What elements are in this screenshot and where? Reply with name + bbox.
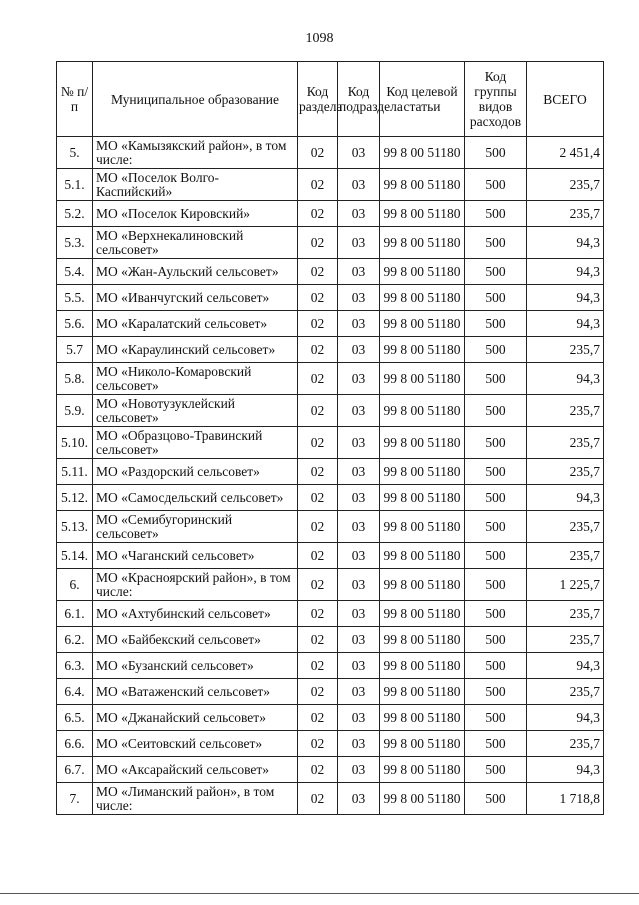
- row-target-code: 99 8 00 51180: [380, 259, 465, 285]
- header-total: ВСЕГО: [527, 62, 604, 137]
- row-section-code: 02: [298, 569, 338, 601]
- table-row: [57, 543, 604, 569]
- row-municipality: МО «Николо-Комаровский сельсовет»: [93, 363, 298, 395]
- row-num: 5.5.: [57, 285, 93, 311]
- row-section-code: 02: [298, 169, 338, 201]
- row-municipality: МО «Иванчугский сельсовет»: [93, 285, 298, 311]
- row-target-code: 99 8 00 51180: [380, 363, 465, 395]
- row-total: 94,3: [527, 259, 604, 285]
- row-total: 235,7: [527, 627, 604, 653]
- row-municipality: МО «Раздорский сельсовет»: [93, 459, 298, 485]
- row-expense-code: 500: [465, 679, 527, 705]
- row-municipality: МО «Бузанский сельсовет»: [93, 653, 298, 679]
- table-row: [57, 137, 604, 169]
- row-subsection-code: 03: [338, 705, 380, 731]
- row-expense-code: 500: [465, 395, 527, 427]
- row-subsection-code: 03: [338, 485, 380, 511]
- row-expense-code: 500: [465, 427, 527, 459]
- row-num: 5.2.: [57, 201, 93, 227]
- row-municipality: МО «Жан-Аульский сельсовет»: [93, 259, 298, 285]
- row-total: 235,7: [527, 337, 604, 363]
- row-municipality: МО «Красноярский район», в том числе:: [93, 569, 298, 601]
- row-total: 235,7: [527, 679, 604, 705]
- row-expense-code: 500: [465, 731, 527, 757]
- row-municipality: МО «Семибугоринский сельсовет»: [93, 511, 298, 543]
- table-row: [57, 731, 604, 757]
- row-target-code: 99 8 00 51180: [380, 459, 465, 485]
- row-total: 235,7: [527, 601, 604, 627]
- row-total: 2 451,4: [527, 137, 604, 169]
- row-expense-code: 500: [465, 201, 527, 227]
- row-municipality: МО «Ватаженский сельсовет»: [93, 679, 298, 705]
- row-subsection-code: 03: [338, 627, 380, 653]
- row-subsection-code: 03: [338, 783, 380, 815]
- row-target-code: 99 8 00 51180: [380, 757, 465, 783]
- row-subsection-code: 03: [338, 201, 380, 227]
- row-section-code: 02: [298, 311, 338, 337]
- row-target-code: 99 8 00 51180: [380, 137, 465, 169]
- row-expense-code: 500: [465, 757, 527, 783]
- row-expense-code: 500: [465, 783, 527, 815]
- row-target-code: 99 8 00 51180: [380, 511, 465, 543]
- page-bottom-rule: [0, 893, 639, 894]
- table-header-row: [57, 62, 604, 137]
- row-num: 5.: [57, 137, 93, 169]
- row-target-code: 99 8 00 51180: [380, 395, 465, 427]
- table-row: [57, 757, 604, 783]
- table-row: [57, 311, 604, 337]
- row-subsection-code: 03: [338, 227, 380, 259]
- row-total: 94,3: [527, 311, 604, 337]
- row-section-code: 02: [298, 459, 338, 485]
- row-expense-code: 500: [465, 227, 527, 259]
- row-municipality: МО «Самосдельский сельсовет»: [93, 485, 298, 511]
- row-municipality: МО «Караулинский сельсовет»: [93, 337, 298, 363]
- row-target-code: 99 8 00 51180: [380, 337, 465, 363]
- row-section-code: 02: [298, 395, 338, 427]
- row-municipality: МО «Лиманский район», в том числе:: [93, 783, 298, 815]
- header-target-code: Код целевой статьи: [380, 62, 465, 137]
- row-subsection-code: 03: [338, 169, 380, 201]
- table-row: [57, 169, 604, 201]
- row-expense-code: 500: [465, 259, 527, 285]
- row-section-code: 02: [298, 285, 338, 311]
- table-row: [57, 395, 604, 427]
- table-row: [57, 259, 604, 285]
- row-subsection-code: 03: [338, 363, 380, 395]
- row-target-code: 99 8 00 51180: [380, 543, 465, 569]
- table-row: [57, 627, 604, 653]
- row-subsection-code: 03: [338, 511, 380, 543]
- row-municipality: МО «Аксарайский сельсовет»: [93, 757, 298, 783]
- row-expense-code: 500: [465, 363, 527, 395]
- row-num: 6.: [57, 569, 93, 601]
- row-subsection-code: 03: [338, 427, 380, 459]
- row-section-code: 02: [298, 783, 338, 815]
- row-subsection-code: 03: [338, 601, 380, 627]
- row-subsection-code: 03: [338, 137, 380, 169]
- row-municipality: МО «Новотузуклейский сельсовет»: [93, 395, 298, 427]
- page-number: 1098: [305, 31, 334, 46]
- row-num: 5.8.: [57, 363, 93, 395]
- row-municipality: МО «Поселок Волго-Каспийский»: [93, 169, 298, 201]
- row-total: 235,7: [527, 731, 604, 757]
- row-target-code: 99 8 00 51180: [380, 227, 465, 259]
- row-num: 5.14.: [57, 543, 93, 569]
- table-row: [57, 569, 604, 601]
- row-target-code: 99 8 00 51180: [380, 169, 465, 201]
- row-section-code: 02: [298, 137, 338, 169]
- row-num: 5.6.: [57, 311, 93, 337]
- row-section-code: 02: [298, 427, 338, 459]
- row-num: 6.3.: [57, 653, 93, 679]
- row-expense-code: 500: [465, 485, 527, 511]
- row-num: 5.10.: [57, 427, 93, 459]
- row-target-code: 99 8 00 51180: [380, 201, 465, 227]
- row-municipality: МО «Сеитовский сельсовет»: [93, 731, 298, 757]
- row-num: 6.6.: [57, 731, 93, 757]
- row-total: 94,3: [527, 653, 604, 679]
- row-expense-code: 500: [465, 569, 527, 601]
- table-row: [57, 653, 604, 679]
- row-subsection-code: 03: [338, 311, 380, 337]
- row-section-code: 02: [298, 705, 338, 731]
- row-total: 235,7: [527, 511, 604, 543]
- row-section-code: 02: [298, 227, 338, 259]
- row-target-code: 99 8 00 51180: [380, 731, 465, 757]
- table-row: [57, 285, 604, 311]
- row-num: 5.9.: [57, 395, 93, 427]
- row-subsection-code: 03: [338, 543, 380, 569]
- row-municipality: МО «Байбекский сельсовет»: [93, 627, 298, 653]
- row-target-code: 99 8 00 51180: [380, 679, 465, 705]
- table-row: [57, 363, 604, 395]
- table-row: [57, 201, 604, 227]
- row-target-code: 99 8 00 51180: [380, 569, 465, 601]
- row-target-code: 99 8 00 51180: [380, 311, 465, 337]
- row-total: 94,3: [527, 285, 604, 311]
- row-municipality: МО «Образцово-Травинский сельсовет»: [93, 427, 298, 459]
- row-expense-code: 500: [465, 601, 527, 627]
- budget-table: [56, 61, 604, 815]
- row-target-code: 99 8 00 51180: [380, 427, 465, 459]
- row-total: 1 718,8: [527, 783, 604, 815]
- row-target-code: 99 8 00 51180: [380, 285, 465, 311]
- row-num: 6.4.: [57, 679, 93, 705]
- header-municipality: Муниципальное образование: [93, 62, 298, 137]
- row-expense-code: 500: [465, 459, 527, 485]
- row-num: 6.5.: [57, 705, 93, 731]
- row-section-code: 02: [298, 601, 338, 627]
- row-municipality: МО «Камызякский район», в том числе:: [93, 137, 298, 169]
- row-total: 235,7: [527, 459, 604, 485]
- row-expense-code: 500: [465, 705, 527, 731]
- row-num: 5.3.: [57, 227, 93, 259]
- row-expense-code: 500: [465, 285, 527, 311]
- row-subsection-code: 03: [338, 731, 380, 757]
- row-municipality: МО «Джанайский сельсовет»: [93, 705, 298, 731]
- row-total: 94,3: [527, 227, 604, 259]
- row-target-code: 99 8 00 51180: [380, 627, 465, 653]
- row-total: 94,3: [527, 363, 604, 395]
- row-section-code: 02: [298, 731, 338, 757]
- row-target-code: 99 8 00 51180: [380, 601, 465, 627]
- row-total: 94,3: [527, 705, 604, 731]
- row-total: 94,3: [527, 757, 604, 783]
- row-subsection-code: 03: [338, 337, 380, 363]
- table-row: [57, 601, 604, 627]
- row-section-code: 02: [298, 363, 338, 395]
- row-subsection-code: 03: [338, 259, 380, 285]
- row-num: 6.1.: [57, 601, 93, 627]
- row-subsection-code: 03: [338, 569, 380, 601]
- row-municipality: МО «Ахтубинский сельсовет»: [93, 601, 298, 627]
- row-num: 7.: [57, 783, 93, 815]
- row-municipality: МО «Чаганский сельсовет»: [93, 543, 298, 569]
- row-expense-code: 500: [465, 653, 527, 679]
- row-subsection-code: 03: [338, 757, 380, 783]
- row-num: 6.2.: [57, 627, 93, 653]
- row-section-code: 02: [298, 627, 338, 653]
- row-expense-code: 500: [465, 137, 527, 169]
- table-row: [57, 427, 604, 459]
- header-num: № п/п: [57, 62, 93, 137]
- row-subsection-code: 03: [338, 285, 380, 311]
- table-row: [57, 705, 604, 731]
- row-num: 5.4.: [57, 259, 93, 285]
- table-row: [57, 227, 604, 259]
- row-num: 5.7: [57, 337, 93, 363]
- row-total: 235,7: [527, 427, 604, 459]
- row-num: 5.13.: [57, 511, 93, 543]
- row-total: 235,7: [527, 201, 604, 227]
- header-expense-group-code: Код группы видов расходов: [465, 62, 527, 137]
- row-total: 235,7: [527, 169, 604, 201]
- table-row: [57, 783, 604, 815]
- row-num: 5.12.: [57, 485, 93, 511]
- row-section-code: 02: [298, 543, 338, 569]
- row-expense-code: 500: [465, 311, 527, 337]
- row-num: 6.7.: [57, 757, 93, 783]
- row-total: 94,3: [527, 485, 604, 511]
- row-expense-code: 500: [465, 543, 527, 569]
- row-section-code: 02: [298, 337, 338, 363]
- table-row: [57, 485, 604, 511]
- row-section-code: 02: [298, 653, 338, 679]
- row-total: 235,7: [527, 543, 604, 569]
- row-target-code: 99 8 00 51180: [380, 485, 465, 511]
- row-section-code: 02: [298, 679, 338, 705]
- row-target-code: 99 8 00 51180: [380, 783, 465, 815]
- row-total: 235,7: [527, 395, 604, 427]
- row-expense-code: 500: [465, 169, 527, 201]
- row-section-code: 02: [298, 485, 338, 511]
- row-subsection-code: 03: [338, 679, 380, 705]
- row-municipality: МО «Верхнекалиновский сельсовет»: [93, 227, 298, 259]
- header-section-code: Код раздела: [298, 62, 338, 137]
- table-row: [57, 511, 604, 543]
- row-expense-code: 500: [465, 337, 527, 363]
- row-section-code: 02: [298, 259, 338, 285]
- row-target-code: 99 8 00 51180: [380, 653, 465, 679]
- row-expense-code: 500: [465, 511, 527, 543]
- row-subsection-code: 03: [338, 395, 380, 427]
- table-row: [57, 459, 604, 485]
- row-total: 1 225,7: [527, 569, 604, 601]
- row-section-code: 02: [298, 757, 338, 783]
- row-num: 5.1.: [57, 169, 93, 201]
- row-municipality: МО «Каралатский сельсовет»: [93, 311, 298, 337]
- table-row: [57, 679, 604, 705]
- row-target-code: 99 8 00 51180: [380, 705, 465, 731]
- table-row: [57, 337, 604, 363]
- row-municipality: МО «Поселок Кировский»: [93, 201, 298, 227]
- row-expense-code: 500: [465, 627, 527, 653]
- row-subsection-code: 03: [338, 459, 380, 485]
- header-subsection-code: Код подраздела: [338, 62, 380, 137]
- row-section-code: 02: [298, 511, 338, 543]
- row-subsection-code: 03: [338, 653, 380, 679]
- row-section-code: 02: [298, 201, 338, 227]
- row-num: 5.11.: [57, 459, 93, 485]
